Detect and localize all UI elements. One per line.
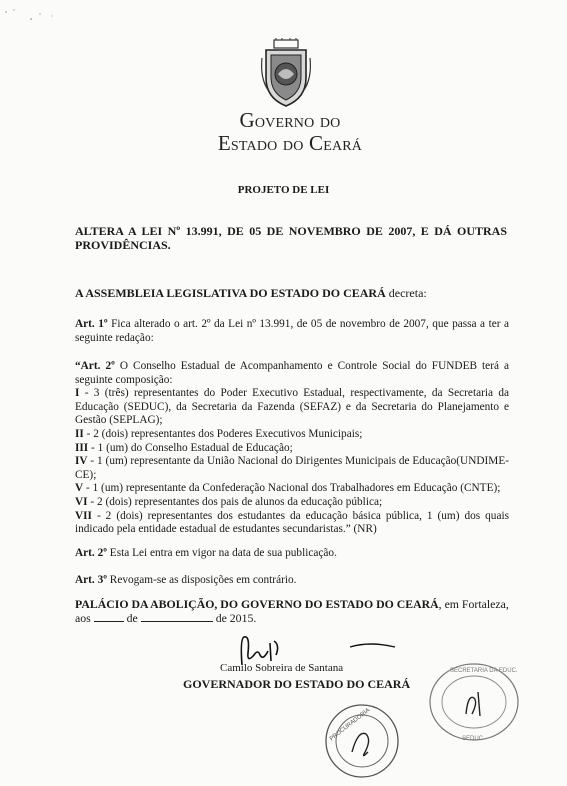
state-coat-of-arms-icon [258, 38, 314, 110]
composition-item: III - 1 (um) do Conselho Estadual de Educação; [75, 441, 293, 454]
svg-text:SEDUC: SEDUC [462, 736, 484, 742]
document-title: PROJETO DE LEI [237, 184, 330, 196]
composition-item: VI - 2 (dois) representantes dos pais de alunos da educação pública; [75, 495, 383, 508]
composition-item: II - 2 (dois) representantes dos Poderes Executivos Municipais; [75, 427, 363, 440]
composition-item: IV - 1 (um) representante da União Nacional do Dirigentes Municipais de Educação(UNDIME-CE); [75, 455, 509, 481]
date-line: aos de de 2015. [75, 611, 257, 625]
enacting-clause: A ASSEMBLEIA LEGISLATIVA DO ESTADO DO CEARÁ decreta: [75, 286, 427, 300]
article-2: Art. 2º Esta Lei entra em vigor na data de sua publicação. [75, 547, 337, 559]
svg-text:PROCURADORIA: PROCURADORIA [328, 707, 372, 743]
signer-title: GOVERNADOR DO ESTADO DO CEARÁ [183, 677, 411, 691]
palace-line: PALÁCIO DA ABOLIÇÃO, DO GOVERNO DO ESTADO DO CEARÁ, em Fortaleza, [75, 597, 509, 611]
government-header [210, 110, 370, 154]
article-2-intro: “Art. 2º O Conselho Estadual de Acompanhamento e Controle Social do FUNDEB terá a seguinte composição: [75, 360, 510, 386]
article-1: Art. 1º Fica alterado o art. 2º da Lei nº 13.991, de 05 de novembro de 2007, que passa a ter a seguinte redação: [75, 318, 509, 344]
article-2-amended [75, 360, 509, 537]
composition-item: VII - 2 (dois) representantes dos estudantes da educação básica pública, 1 (um) dos quais indicado pela entidade estadual de estudantes secundaristas.” (NR) [75, 509, 509, 536]
signer-name: Camilo Sobreira de Santana [220, 662, 344, 674]
procuradoria-stamp-icon [322, 700, 402, 782]
article-3: Art. 3º Revogam-se as disposições em contrário. [75, 574, 297, 586]
header-line-2: ESTADO DO CEARÁ [217, 131, 363, 155]
closing-place-date [75, 597, 509, 625]
svg-text:SECRETARIA DA EDUC.: SECRETARIA DA EDUC. [450, 668, 518, 674]
law-summary: ALTERA A LEI Nº 13.991, DE 05 DE NOVEMBRO DE 2007, E DÁ OUTRAS PROVIDÊNCIAS. [75, 224, 507, 252]
day-blank [94, 612, 124, 622]
month-blank [141, 612, 213, 622]
composition-item: V - 1 (um) representante da Confederação Nacional dos Trabalhadores em Educação (CNTE); [75, 482, 501, 495]
scan-specks [0, 0, 80, 40]
composition-item: I - 3 (três) representantes do Poder Executivo Estadual, respectivamente, da Secretaria da Educação (SEDUC), da Secretaria da Fazenda (SEFAZ) e da Secretaria do Planejamento e Gestão (SEPLAG); [75, 387, 509, 427]
seduc-stamp-icon [422, 658, 522, 748]
header-line-1: GOVERNO DO [239, 108, 341, 132]
